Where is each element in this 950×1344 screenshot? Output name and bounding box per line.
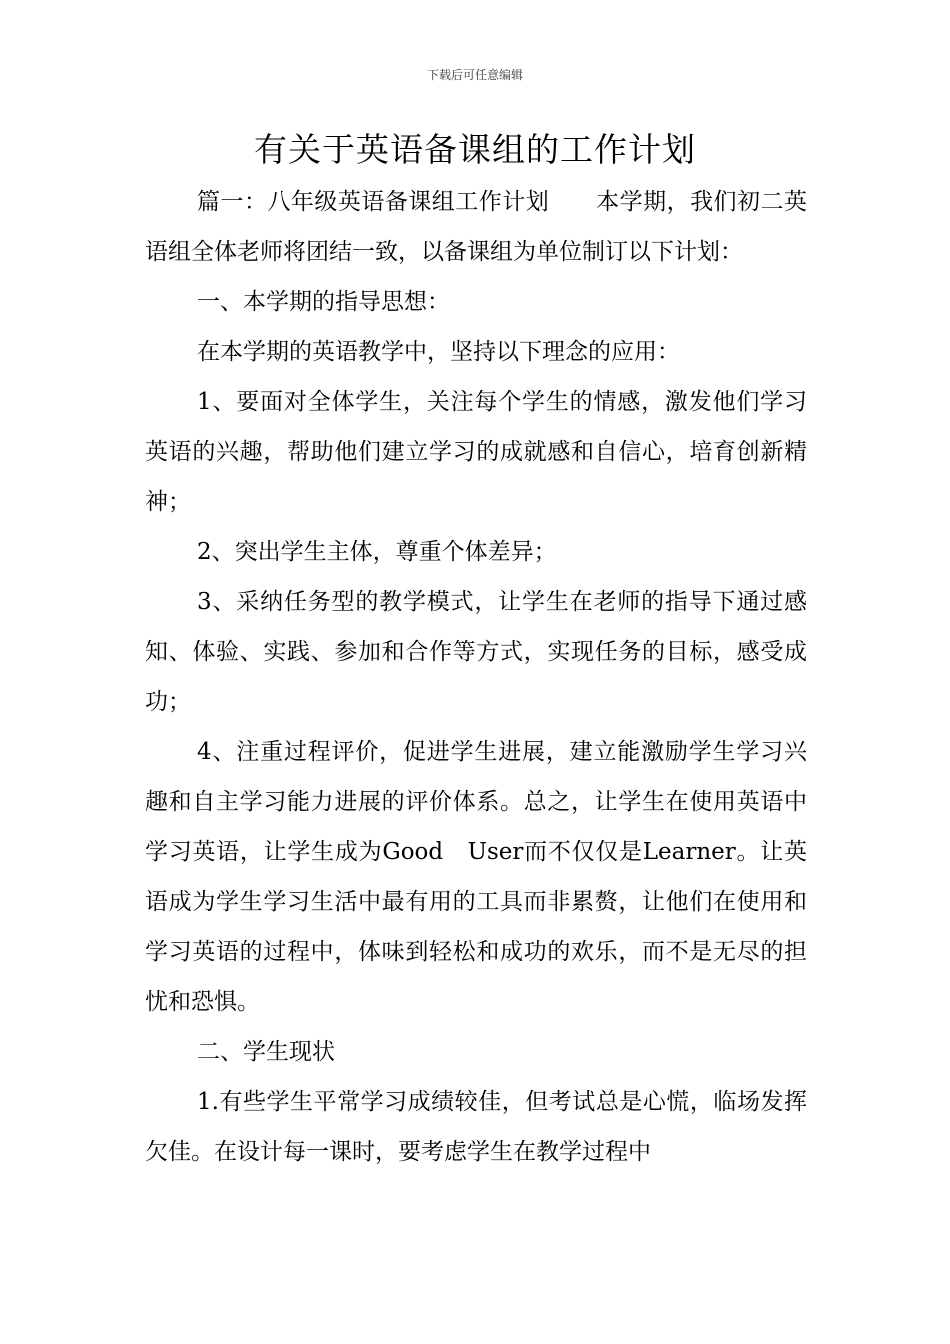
list-item: 1、要面对全体学生，关注每个学生的情感，激发他们学习英语的兴趣，帮助他们建立学习的成就感和自信心，培育创新精神； — [145, 389, 807, 515]
paragraph: 在本学期的英语教学中，坚持以下理念的应用： — [197, 339, 680, 365]
list-item: 4、注重过程评价，促进学生进展，建立能激励学生学习兴趣和自主学习能力进展的评价体系。总之，让学生在使用英语中学习英语，让学生成为Good User而不仅仅是Learner。让英语成为学生学习生活中最有用的工具而非累赘，让他们在使用和学习英语的过程中，体味到轻松和成功的欢乐，而不是无尽的担忧和恐惧。 — [145, 739, 807, 1015]
document-title: 有关于英语备课组的工作计划 — [254, 130, 696, 169]
document-body — [145, 177, 807, 1177]
paragraph-intro: 篇一：八年级英语备课组工作计划 本学期，我们初二英语组全体老师将团结一致，以备课组为单位制订以下计划： — [145, 189, 807, 265]
section-heading-guiding-thought: 一、本学期的指导思想： — [197, 289, 450, 315]
section-heading-student-status: 二、学生现状 — [197, 1039, 335, 1065]
list-item: 3、采纳任务型的教学模式，让学生在老师的指导下通过感知、体验、实践、参加和合作等方式，实现任务的目标，感受成功； — [145, 589, 807, 715]
header-note: 下载后可任意编辑 — [426, 68, 523, 82]
list-item: 1.有些学生平常学习成绩较佳，但考试总是心慌，临场发挥欠佳。在设计每一课时，要考虑学生在教学过程中 — [145, 1089, 807, 1165]
list-item: 2、突出学生主体，尊重个体差异； — [197, 539, 557, 565]
